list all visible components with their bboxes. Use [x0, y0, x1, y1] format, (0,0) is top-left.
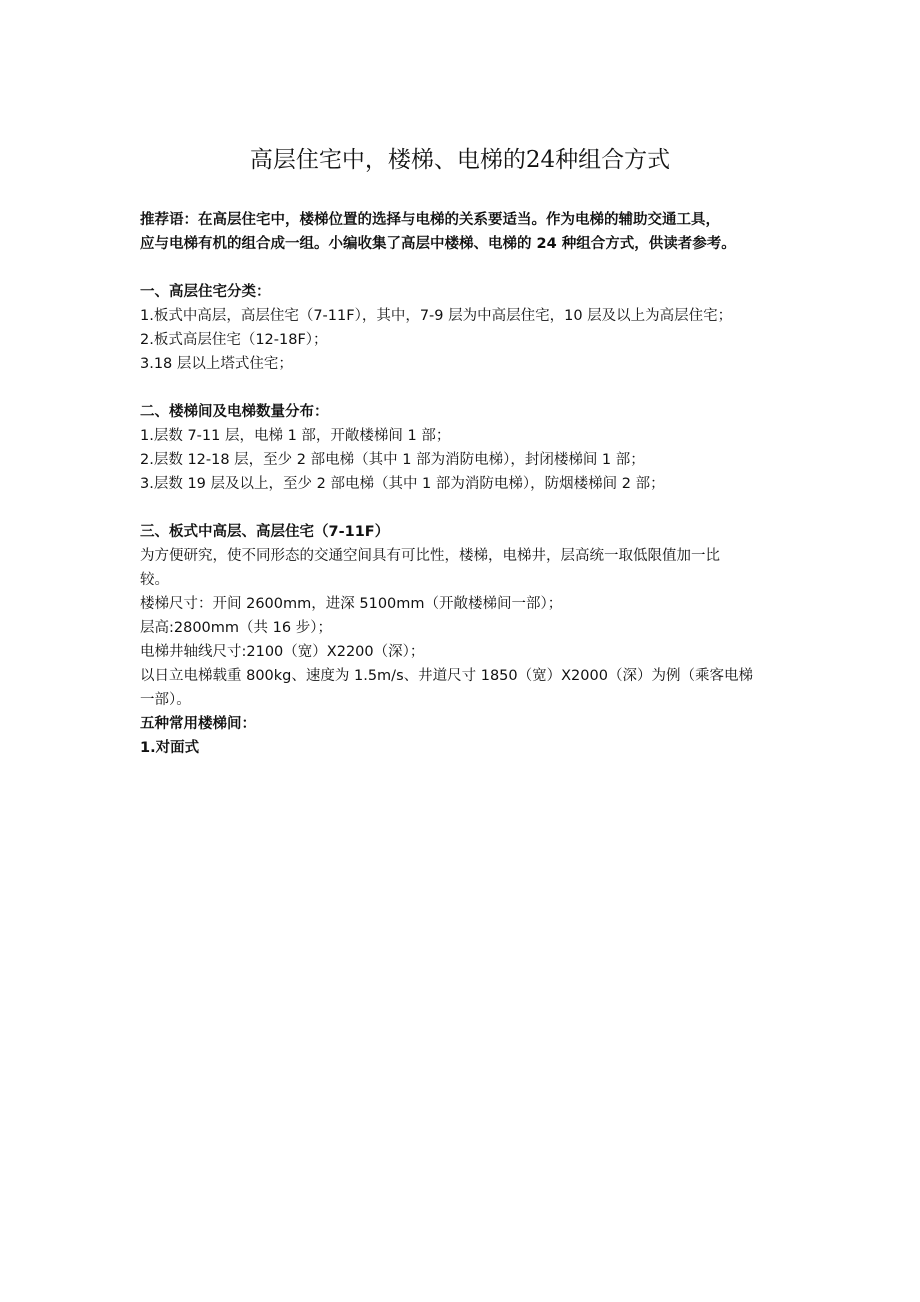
section-3-heading: 三、板式中高层、高层住宅（7-11F） — [140, 524, 390, 540]
section-2-item-3: 3.层数 19 层及以上，至少 2 部电梯（其中 1 部为消防电梯），防烟楼梯间 2 部； — [140, 476, 665, 492]
section-1-item-1: 1.板式中高层，高层住宅（7-11F），其中，7-9 层为中高层住宅，10 层及以上为高层住宅； — [140, 308, 733, 324]
section-3-para-line-1: 为方便研究，使不同形态的交通空间具有可比性，楼梯，电梯井，层高统一取低限值加一比 — [140, 548, 720, 564]
document-body — [140, 208, 790, 760]
section-1-item-2: 2.板式高层住宅（12-18F）； — [140, 332, 328, 348]
section-2-item-2: 2.层数 12-18 层，至少 2 部电梯（其中 1 部为消防电梯），封闭楼梯间 1 部； — [140, 452, 645, 468]
intro-line-2: 应与电梯有机的组合成一组。小编收集了高层中楼梯、电梯的 24 种组合方式，供读者参考。 — [140, 236, 736, 252]
elevator-example-line-1: 以日立电梯载重 800kg、速度为 1.5m/s、井道尺寸 1850（宽）X2000（深）为例（乘客电梯 — [140, 668, 753, 684]
elevator-example-line-2: 一部）。 — [140, 692, 191, 708]
paragraph-gap — [140, 256, 790, 280]
section-2-item-1: 1.层数 7-11 层，电梯 1 部，开敞楼梯间 1 部； — [140, 428, 451, 444]
paragraph-gap — [140, 496, 790, 520]
section-1-heading: 一、高层住宅分类： — [140, 284, 271, 300]
section-3-para-line-2: 较。 — [140, 572, 169, 588]
stairwell-type-1: 1.对面式 — [140, 740, 200, 756]
shaft-size-line: 电梯井轴线尺寸:2100（宽）X2200（深）； — [140, 644, 425, 660]
intro-line-1: 推荐语：在高层住宅中，楼梯位置的选择与电梯的关系要适当。作为电梯的辅助交通工具， — [140, 212, 720, 228]
stair-size-line: 楼梯尺寸：开间 2600mm，进深 5100mm（开敞楼梯间一部）； — [140, 596, 563, 612]
stairwell-types-heading: 五种常用楼梯间： — [140, 716, 256, 732]
floor-height-line: 层高:2800mm（共 16 步）； — [140, 620, 332, 636]
document-title: 高层住宅中，楼梯、电梯的24种组合方式 — [249, 147, 671, 173]
section-1-item-3: 3.18 层以上塔式住宅； — [140, 356, 293, 372]
section-2-heading: 二、楼梯间及电梯数量分布： — [140, 404, 329, 420]
paragraph-gap — [140, 376, 790, 400]
